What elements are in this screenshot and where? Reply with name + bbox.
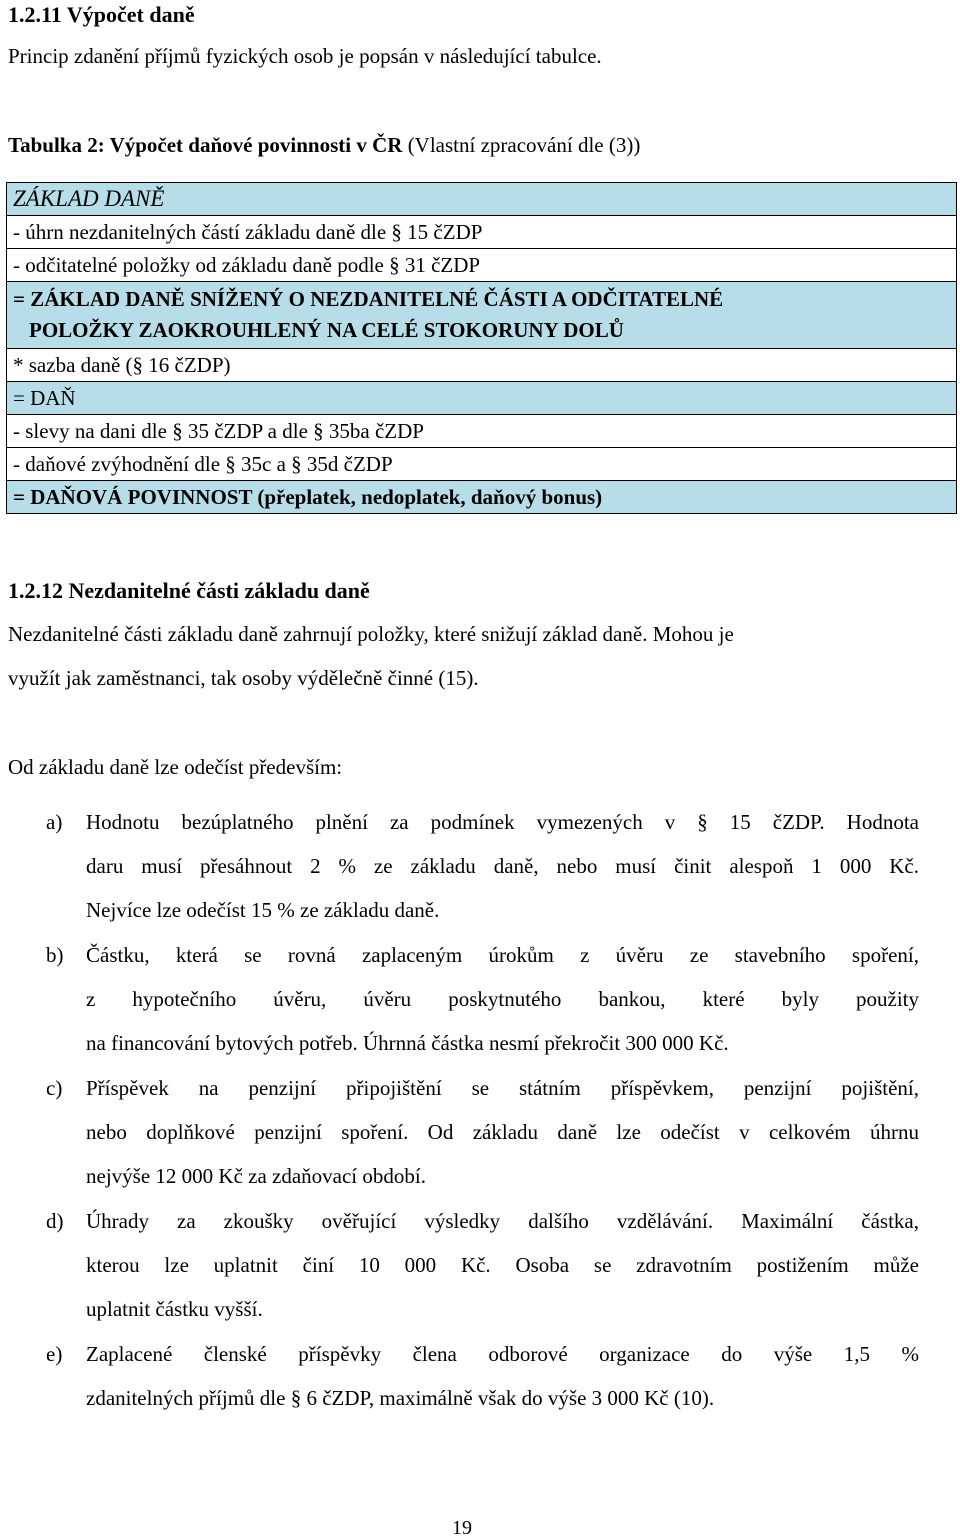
list-marker: e)	[46, 1342, 63, 1366]
table-row	[7, 448, 957, 481]
tax-calculation-table	[6, 182, 957, 514]
section-heading-1-2-12: 1.2.12 Nezdanitelné části základu daně	[8, 578, 370, 603]
table-cell-deductible-items: - odčitatelné položky od základu daně podle § 31 čZDP	[7, 249, 957, 282]
table-row	[7, 282, 957, 349]
list-marker: d)	[46, 1209, 64, 1233]
table-cell-tax-base: ZÁKLAD DANĚ	[7, 183, 957, 216]
table-row	[7, 415, 957, 448]
table-cell-nontaxable-parts: - úhrn nezdanitelných částí základu daně dle § 15 čZDP	[7, 216, 957, 249]
list-line: Zaplacené členské příspěvky člena odborové organizace do výše 1,5 %	[86, 1342, 919, 1366]
list-marker: c)	[46, 1076, 63, 1100]
list-line: na financování bytových potřeb. Úhrnná částka nesmí překročit 300 000 Kč.	[86, 1031, 729, 1055]
list-line: Částku, která se rovná zaplaceným úrokům z úvěru ze stavebního spoření,	[86, 943, 919, 967]
table-row	[7, 349, 957, 382]
table-caption-label: Tabulka 2: Výpočet daňové povinnosti v ČR	[8, 133, 403, 157]
table-cell-tax-credits: - slevy na dani dle § 35 čZDP a dle § 35ba čZDP	[7, 415, 957, 448]
table-caption	[8, 132, 640, 158]
list-line: Hodnotu bezúplatného plnění za podmínek vymezených v § 15 čZDP. Hodnota	[86, 810, 919, 834]
reduced-tax-base-line2: POLOŽKY ZAOKROUHLENÝ NA CELÉ STOKORUNY DOLŮ	[29, 318, 624, 342]
table-row	[7, 382, 957, 415]
table-caption-source: (Vlastní zpracování dle (3))	[402, 133, 641, 157]
list-line: nebo doplňkové penzijní spoření. Od základu daně lze odečíst v celkovém úhrnu	[86, 1120, 919, 1144]
table-row	[7, 481, 957, 514]
table-cell-tax-liability: = DAŇOVÁ POVINNOST (přeplatek, nedoplatek, daňový bonus)	[7, 481, 957, 514]
list-line: nejvýše 12 000 Kč za zdaňovací období.	[86, 1164, 426, 1188]
page-number: 19	[452, 1517, 472, 1539]
intro-paragraph: Princip zdanění příjmů fyzických osob je popsán v následující tabulce.	[8, 44, 602, 68]
list-line: daru musí přesáhnout 2 % ze základu daně, nebo musí činit alespoň 1 000 Kč.	[86, 854, 919, 878]
list-line: Příspěvek na penzijní připojištění se státním příspěvkem, penzijní pojištění,	[86, 1076, 919, 1100]
table-row	[7, 216, 957, 249]
reduced-tax-base-line1: = ZÁKLAD DANĚ SNÍŽENÝ O NEZDANITELNÉ ČÁSTI A ODČITATELNÉ	[13, 287, 724, 311]
table-cell-tax: = DAŇ	[7, 382, 957, 415]
table-row	[7, 183, 957, 216]
list-line: uplatnit částku vyšší.	[86, 1297, 263, 1321]
table-row	[7, 249, 957, 282]
table-cell-tax-benefit: - daňové zvýhodnění dle § 35c a § 35d čZDP	[7, 448, 957, 481]
list-line: kterou lze uplatnit činí 10 000 Kč. Osoba se zdravotním postižením může	[86, 1253, 919, 1277]
list-marker: b)	[46, 943, 64, 967]
deductions-intro: Od základu daně lze odečíst především:	[8, 755, 343, 779]
paragraph-line: využít jak zaměstnanci, tak osoby výdělečně činné (15).	[8, 666, 479, 690]
paragraph-line: Nezdanitelné části základu daně zahrnují položky, které snižují základ daně. Mohou je	[8, 622, 734, 646]
list-marker: a)	[46, 810, 63, 834]
list-line: zdanitelných příjmů dle § 6 čZDP, maximálně však do výše 3 000 Kč (10).	[86, 1386, 715, 1410]
list-line: Nejvíce lze odečíst 15 % ze základu daně.	[86, 898, 440, 922]
table-cell-tax-rate: * sazba daně (§ 16 čZDP)	[7, 349, 957, 382]
table-cell-reduced-tax-base	[7, 282, 957, 349]
section-heading-1-2-11: 1.2.11 Výpočet daně	[8, 2, 195, 27]
list-line: Úhrady za zkoušky ověřující výsledky dalšího vzdělávání. Maximální částka,	[86, 1209, 919, 1233]
list-line: z hypotečního úvěru, úvěru poskytnutého bankou, které byly použity	[86, 987, 919, 1011]
